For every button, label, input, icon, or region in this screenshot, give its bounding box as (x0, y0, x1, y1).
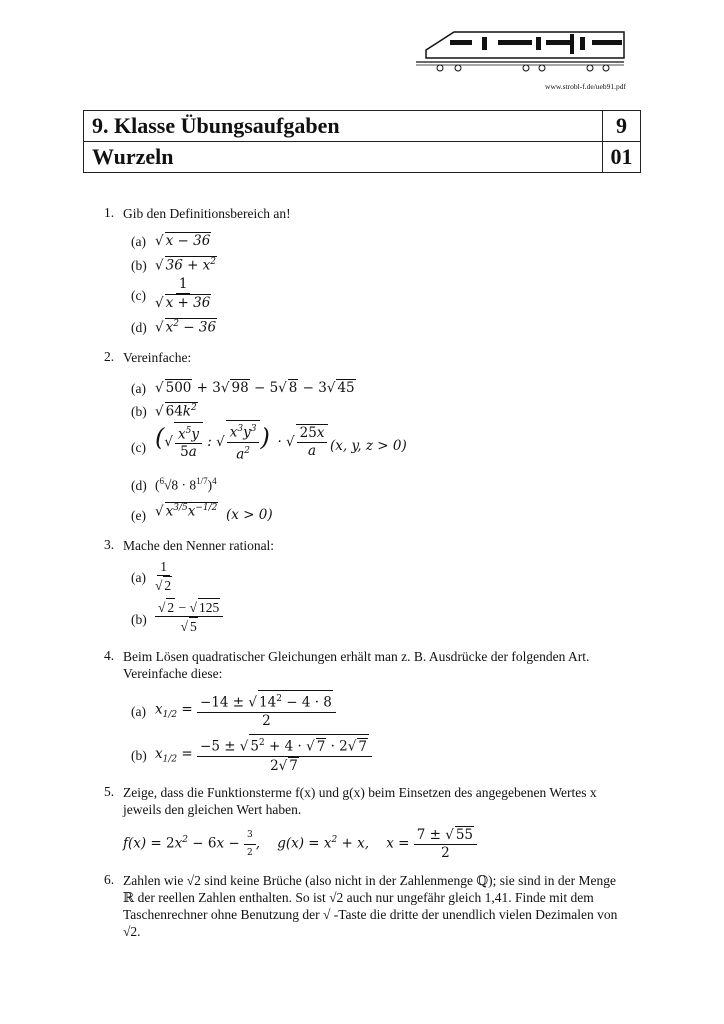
math-expression: √ $36 + x^2$ (155, 257, 217, 274)
item-label: (c) (131, 288, 146, 303)
condition: (x, y, z > 0) (330, 438, 407, 454)
math-expression: (√ $\frac{x^5y}{5a}$ : √ $\frac{x^3y^3}{a^2}$ ) · √ $\frac{25x}{a}$ (155, 420, 328, 463)
item-label: (c) (131, 440, 146, 455)
math-expression: $\frac{1}{√ 2}$ (155, 559, 172, 593)
train-logo (414, 24, 626, 74)
item-label: (a) (131, 381, 146, 396)
math-expression: $f(x) = 2x^2 - 6x$ − $\frac{3}{2}$ , $g(x) = x^2 + x$, x = $\frac{7 \pm √ 55}{2}$ (123, 826, 477, 862)
question-text: Vereinfache: (123, 350, 192, 365)
question-text: Zahlen wie √2 sind keine Brüche (also nicht in der Zahlenmenge ℚ); sie sind in der Menge ℝ der reellen Zahlen enthalten. So ist √2 auch nur ungefähr gleich 1,41. Finde mit dem Taschenrechner ohne Benutzung der √ -Taste die dritte der unendlich vielen Dezimalen von √2. (123, 873, 618, 939)
item-label: (d) (131, 320, 147, 335)
math-expression: √ $x^2 - 36$ (155, 319, 217, 336)
question-number: 4. (104, 648, 115, 663)
item-label: (a) (131, 570, 146, 585)
question-text: Zeige, dass die Funktionsterme f(x) und g(x) beim Einsetzen des angegebenen Wertes x jeweils den gleichen Wert haben. (123, 785, 597, 817)
math-expression: $x_{1/2}$ = $\frac{-14 \pm √ 14^2 - 4 \cdot 8}{2}$ (155, 690, 336, 730)
question-text: Mache den Nenner rational: (123, 538, 275, 553)
topic-title: Wurzeln (92, 144, 174, 169)
title-box (83, 110, 641, 173)
item-label: (a) (131, 704, 146, 719)
sheet-number: 01 (602, 142, 640, 172)
question-number: 1. (104, 205, 115, 220)
math-expression: √ x − 36 (155, 233, 211, 249)
item-label: (a) (131, 234, 146, 249)
math-expression: $(^6√8 \cdot 8^{1/7})^4$ (155, 476, 217, 493)
question-number: 3. (104, 537, 115, 552)
question-number: 2. (104, 349, 115, 364)
math-expression: $\frac{√ 2 - √ 125}{√ 5}$ (155, 598, 223, 635)
question-number: 6. (104, 872, 115, 887)
condition: (x > 0) (226, 507, 273, 523)
item-label: (b) (131, 404, 147, 419)
item-label: (d) (131, 478, 147, 493)
question-number: 5. (104, 784, 115, 799)
math-expression: $x_{1/2}$ = $\frac{-5 \pm √ 5^2 + 4 \cdot √ 7 \cdot 2√ 7}{2√ 7}$ (155, 734, 372, 775)
math-expression: $\frac{1}{√ x + 36}$ (155, 276, 211, 311)
item-label: (b) (131, 612, 147, 627)
math-expression: √ 500 + 3√ 98 − 5√ 8 − 3√ 45 (155, 380, 355, 396)
source-url: www.strobl-f.de/ueb91.pdf (545, 82, 626, 91)
math-expression: √ $64k^2$ (155, 403, 197, 420)
item-label: (e) (131, 508, 146, 523)
sheet-title: 9. Klasse Übungsaufgaben (92, 113, 340, 138)
grade-number: 9 (602, 111, 640, 141)
question-text: Gib den Definitionsbereich an! (123, 206, 291, 221)
math-expression: √ $x^{3/5}x^{-1/2}$ (155, 503, 218, 520)
question-text: Beim Lösen quadratischer Gleichungen erhält man z. B. Ausdrücke der folgenden Art. Vereinfache diese: (123, 649, 590, 681)
item-label: (b) (131, 748, 147, 763)
item-label: (b) (131, 258, 147, 273)
